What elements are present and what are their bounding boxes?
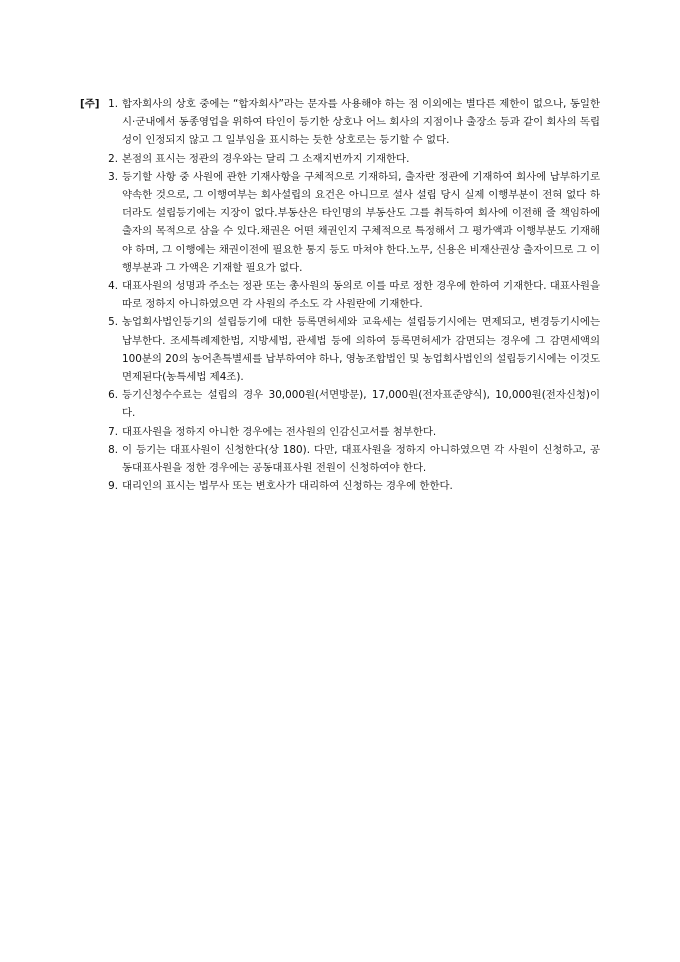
note-text: 대표사원의 성명과 주소는 정관 또는 총사원의 동의로 이를 따로 정한 경우에 한하여 기재한다. 대표사원을 따로 정하지 아니하였으면 각 사원의 주소도 각 사원란에 기재한다. [122, 280, 600, 311]
note-text: 대리인의 표시는 법무사 또는 변호사가 대리하여 신청하는 경우에 한한다. [122, 480, 453, 493]
note-text: 등기신청수수료는 설립의 경우 30,000원(서면방문), 17,000원(전자표준양식), 10,000원(전자신청)이다. [122, 389, 600, 420]
note-item [80, 441, 600, 477]
notes-label: [주] [80, 98, 100, 110]
note-number: 4. [108, 280, 118, 293]
note-number: 7. [108, 425, 118, 438]
note-text: 합자회사의 상호 중에는 “합자회사”라는 문자를 사용해야 하는 점 이외에는 별다른 제한이 없으나, 동일한 시·군내에서 동종영업을 위하여 타인이 등기한 상호나 어느 회사의 지점이나 출장소 등과 같이 회사의 독립성이 인정되지 않고 그 일부임을 표시하는 듯한 상호로는 등기할 수 없다. [122, 98, 600, 147]
note-text: 대표사원을 정하지 아니한 경우에는 전사원의 인감신고서를 첨부한다. [122, 425, 437, 438]
note-item [80, 313, 600, 386]
note-number: 8. [108, 443, 118, 456]
note-item [80, 386, 600, 422]
notes-section [80, 95, 600, 495]
note-number: 6. [108, 389, 118, 402]
note-item [80, 168, 600, 277]
note-number: 1. [108, 98, 118, 110]
note-number: 2. [108, 152, 118, 165]
note-item [80, 277, 600, 313]
note-item [80, 150, 600, 168]
note-item [80, 477, 600, 495]
note-item [80, 95, 600, 150]
note-text: 농업회사법인등기의 설립등기에 대한 등록면허세와 교육세는 설립등기시에는 면제되고, 변경등기시에는 납부한다. 조세특례제한법, 지방세법, 관세법 등에 의하여 등록면허세가 감면되는 경우에 그 감면세액의 100분의 20의 농어촌특별세를 납부하여야 하나, 영농조합법인 및 농업회사법인의 설립등기시에는 이것도 면제된다(농특세법 제4조). [122, 316, 600, 384]
note-text: 본점의 표시는 정관의 경우와는 달리 그 소재지번까지 기재한다. [122, 152, 410, 165]
note-text: 이 등기는 대표사원이 신청한다(상 180). 다만, 대표사원을 정하지 아니하였으면 각 사원이 신청하고, 공동대표사원을 정한 경우에는 공동대표사원 전원이 신청하여야 한다. [122, 443, 600, 475]
note-number: 3. [108, 170, 118, 183]
note-text: 등기할 사항 중 사원에 관한 기재사항을 구체적으로 기재하되, 출자란 정관에 기재하여 회사에 납부하기로 약속한 것으로, 그 이행여부는 회사설립의 요건은 아니므로 설사 설립 당시 실제 이행부분이 전혀 없다 하더라도 설립등기에는 지장이 없다.부동산은 타인명의 부동산도 그를 취득하여 회사에 이전해 줄 책임하에 출자의 목적으로 삼을 수 있다.채권은 어떤 채권인지 구체적으로 특정해서 그 평가액과 이행부분도 기재해야 하며, 그 이행에는 채권이전에 필요한 통지 등도 마쳐야 한다.노무, 신용은 비재산권상 출자이므로 그 이행부분과 그 가액은 기재할 필요가 없다. [122, 170, 600, 274]
note-number: 5. [108, 316, 118, 329]
note-number: 9. [108, 480, 118, 493]
note-item [80, 423, 600, 441]
